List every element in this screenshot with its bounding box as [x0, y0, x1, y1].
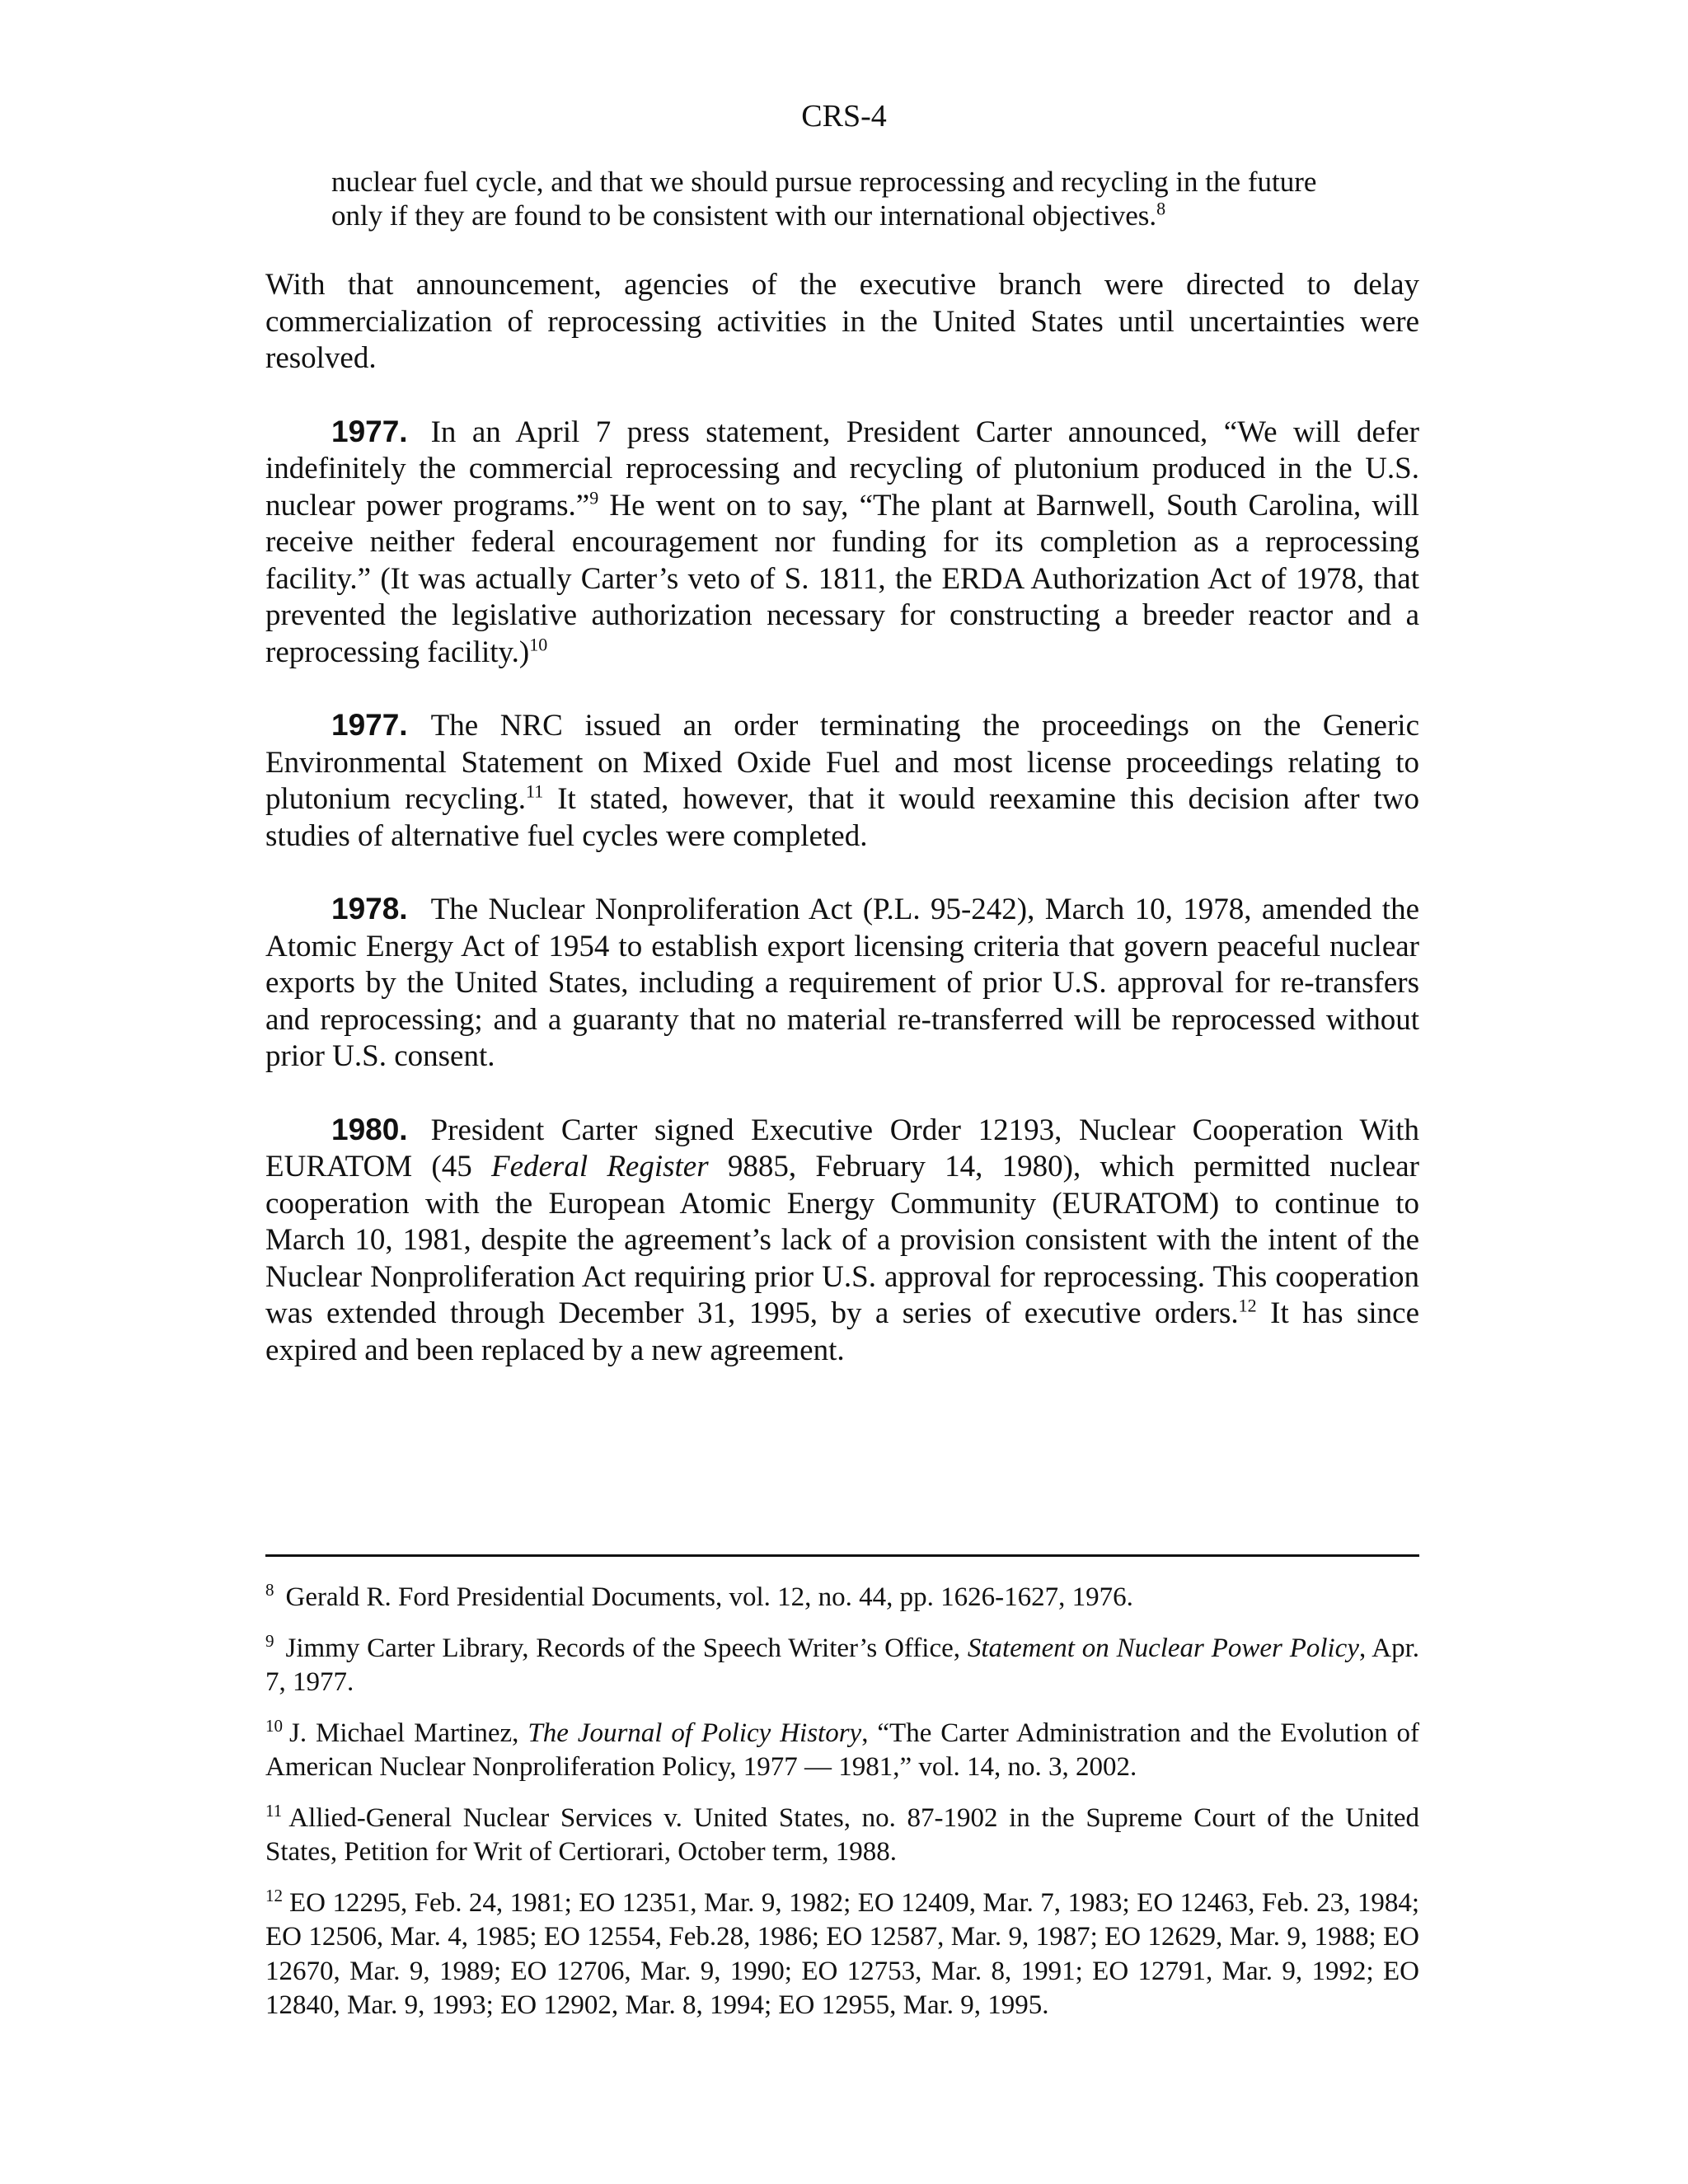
footnote-10 — [265, 1717, 1419, 1785]
footnote-number: 10 — [265, 1715, 283, 1736]
footnote-italic-title: Statement on Nuclear Power Policy — [967, 1633, 1359, 1663]
footnote-ref: 12 — [1238, 1295, 1257, 1316]
footnote-text: , Apr. 7, 1977. — [265, 1633, 1419, 1697]
entry-text: It has since expired and been replaced by a new agreement. — [265, 1296, 1419, 1367]
footnote-text: J. Michael Martinez, — [289, 1718, 528, 1748]
footnote-number: 11 — [265, 1800, 283, 1821]
footnote-12 — [265, 1886, 1419, 2023]
footnote-text: , “The Carter Administration and the Evolution of American Nuclear Nonproliferation Policy, 1977 — 1981,” vol. 14, no. 3, 2002. — [265, 1718, 1419, 1782]
entry-1978-nonproliferation-act — [265, 891, 1419, 1076]
footnote-text: Gerald R. Ford Presidential Documents, vol. 12, no. 44, pp. 1626-1627, 1976. — [285, 1582, 1133, 1612]
entry-year: 1980. — [331, 1112, 408, 1146]
entry-text: In an April 7 press statement, President Carter announced, “We will defer indefinitely the commercial reprocessing and recycling of plutonium produced in the U.S. nuclear power programs.” — [265, 415, 1419, 523]
entry-text: President Carter signed Executive Order 12193, Nuclear Cooperation With EURATOM (45 — [265, 1113, 1419, 1183]
entry-text: He went on to say, “The plant at Barnwell, South Carolina, will receive neither federal encouragement nor funding for its completion as a reprocessing facility.” (It was actually Carter’s veto of S. 1811, the ERDA Authorization Act of 1978, that prevented the legislative authorization necessary for constructing a breeder reactor and a reprocessing facility.) — [265, 488, 1419, 669]
footnote-text: EO 12295, Feb. 24, 1981; EO 12351, Mar. 9, 1982; EO 12409, Mar. 7, 1983; EO 12463, Feb. 23, 1984; EO 12506, Mar. 4, 1985; EO 12554, Feb.28, 1986; EO 12587, Mar. 9, 1987; EO 12629, Mar. 9, 1988; EO 12670, Mar. 9, 1989; EO 12706, Mar. 9, 1990; EO 12753, Mar. 8, 1991; EO 12791, Mar. 9, 1992; EO 12840, Mar. 9, 1993; EO 12902, Mar. 8, 1994; EO 12955, Mar. 9, 1995. — [265, 1887, 1419, 2020]
entry-1977-nrc-order — [265, 707, 1419, 855]
footnote-number: 9 — [265, 1630, 274, 1651]
footnote-divider — [265, 1554, 1419, 1557]
entry-year: 1978. — [331, 892, 408, 926]
entry-text: 9885, February 14, 1980), which permitted nuclear cooperation with the European Atomic Energy Community (EURATOM) to continue to March 10, 1981, despite the agreement’s lack of a provision consistent with the intent of the Nuclear Nonproliferation Act requiring prior U.S. approval for reprocessing. This cooperation was extended through December 31, 1995, by a series of executive orders. — [265, 1150, 1419, 1330]
entry-year: 1977. — [331, 414, 408, 448]
quote-text: nuclear fuel cycle, and that we should pursue reprocessing and recycling in the future only if they are found to be consistent with our international objectives. — [331, 166, 1317, 232]
footnote-9 — [265, 1632, 1419, 1700]
entry-italic-title: Federal Register — [490, 1150, 709, 1183]
footnote-11 — [265, 1802, 1419, 1870]
footnote-text: Allied-General Nuclear Services v. United States, no. 87-1902 in the Supreme Court of the United States, Petition for Writ of Certiorari, October term, 1988. — [265, 1802, 1419, 1867]
footnote-ref: 10 — [529, 634, 548, 655]
intro-paragraph: With that announcement, agencies of the executive branch were directed to delay commercialization of reprocessing activities in the United States until uncertainties were resolved. — [265, 268, 1419, 375]
block-quote — [331, 165, 1339, 232]
entry-text: The NRC issued an order terminating the proceedings on the Generic Environmental Statement on Mixed Oxide Fuel and most license proceedings relating to plutonium recycling. — [265, 709, 1419, 816]
footnote-ref: 11 — [526, 780, 544, 802]
main-text — [265, 165, 1419, 1369]
page-number: CRS-4 — [801, 99, 887, 134]
footnote-number: 12 — [265, 1885, 283, 1905]
footnotes — [265, 1581, 1419, 2040]
entry-1977-press-statement — [265, 414, 1419, 672]
footnote-number: 8 — [265, 1580, 274, 1600]
entry-year: 1977. — [331, 708, 408, 742]
entry-text: The Nuclear Nonproliferation Act (P.L. 95-242), March 10, 1978, amended the Atomic Energy Act of 1954 to establish export licensing criteria that govern peaceful nuclear exports by the United States, including a requirement of prior U.S. approval for re-transfers and reprocessing; and a guaranty that no material re-transferred will be reprocessed without prior U.S. consent. — [265, 893, 1419, 1073]
entry-1980-executive-order — [265, 1112, 1419, 1370]
footnote-8 — [265, 1581, 1419, 1615]
entry-text: It stated, however, that it would reexamine this decision after two studies of alternative fuel cycles were completed. — [265, 782, 1419, 853]
footnote-text: Jimmy Carter Library, Records of the Speech Writer’s Office, — [285, 1633, 968, 1663]
footnote-ref: 8 — [1156, 198, 1166, 219]
footnote-ref: 9 — [589, 487, 599, 509]
footnote-italic-title: The Journal of Policy History — [528, 1718, 862, 1748]
